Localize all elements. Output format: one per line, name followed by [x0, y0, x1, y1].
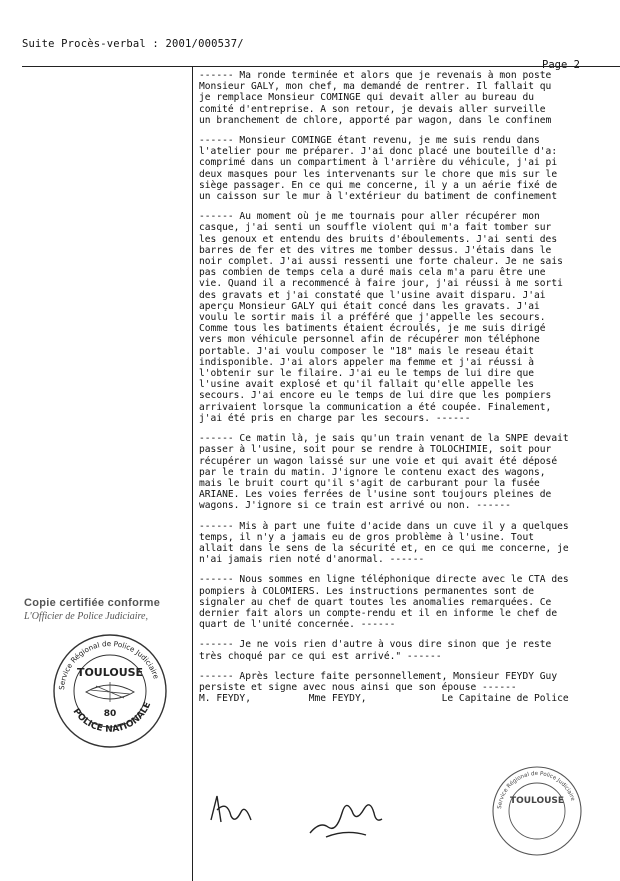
- certified-copy-stamp: [24, 597, 194, 622]
- svg-text:Service Régional de Police Jud: [57, 639, 161, 690]
- statement-paragraph: ------ Mis à part une fuite d'acide dans un cuve il y a quelques temps, il n'y a jamais eu de gros problème à l'usine. Tout allait dans le sens de la sécurité et, en ce qui me concerne, je n'ai jamais rien noté d'anormal. ------: [199, 520, 569, 566]
- seal-city: TOULOUSE: [76, 666, 144, 679]
- margin-rule: [192, 66, 193, 881]
- signature-m-feydy: [207, 790, 257, 830]
- statement-paragraph: ------ Ce matin là, je sais qu'un train venant de la SNPE devait passer à l'usine, soit pour se rendre à TOLOCHIMIE, soit pour récupérer un wagon laissé sur une voie et qui avait été déposé par le train du matin. J'ignore le contenu exact des wagons, mais le bruit court qu'il s'agit de carburant pour la fusée ARIANE. Les voies ferrées de l'usine sont toujours pleines de wagons. J'ignore si ce train est arrivé ou non. ------: [199, 433, 569, 512]
- signature-mme-feydy: [306, 793, 386, 843]
- statement-paragraph: ------ Monsieur COMINGE étant revenu, je me suis rendu dans l'atelier pour me préparer. J'ai donc placé une bouteille d'a: comprimé dans un compartiment à l'arrière du véhicule, j'ai pi deux masques pour les intervenants sur le chore que mis sur le siège passager. En ce qui me concerne, il y a un aérie fixé de un caisson sur le mur à l'extérieur du batiment de confinement: [199, 135, 558, 203]
- statement-paragraph: ------ Au moment où je me tournais pour aller récupérer mon casque, j'ai senti un souffle violent qui m'a fait tomber sur les genoux et entendu des bruits d'éboulements. J'ai senti des barres de fer et des vitres me tomber dessus. J'étais dans le noir complet. J'ai aussi ressenti une forte chaleur. Je ne sais pas combien de temps cela a duré mais cela m'a paru être une vie. Quand il a recommencé à faire jour, j'ai réussi à me sorti des gravats et j'ai constaté que l'usine avait disparu. J'ai aperçu Monsieur GALY qui était concé dans les gravats. J'ai voulu le sortir mais il a préféré que j'appelle les secours. Comme tous les batiments étaient écroulés, je me suis dirigé vers mon véhicule personnel afin de récupérer mon téléphone portable. J'ai voulu composer le "18" mais le reseau était indisponible. J'ai alors appeler ma femme et j'ai réussi à l'obtenir sur le filaire. J'ai eu le temps de lui dire que l'usine avait explosé et qu'il fallait qu'elle appelle les secours. J'ai encore eu le temps de lui dire que les pompiers arrivaient lorsque la communication a été coupée. Finalement, j'ai été pris en charge par les secours. ------: [199, 211, 563, 424]
- seal-number: 80: [103, 709, 117, 719]
- stamp-line-1: Copie certifiée conforme: [24, 597, 161, 609]
- seal-bottom-text: POLICE NATIONALE: [70, 700, 154, 735]
- police-seal: [50, 632, 170, 750]
- statement-paragraph: ------ Ma ronde terminée et alors que je revenais à mon poste Monsieur GALY, mon chef, ma demandé de rentrer. Il fallait qu je remplace Monsieur COMINGE qui devait aller au bureau du comité d'entreprise. A son retour, je devais aller surveille un branchement de chlore, apporté par wagon, dans le confinem: [199, 70, 552, 126]
- statement-paragraph: ------ Je ne vois rien d'autre à vous dire sinon que je reste très choqué par ce qui est arrivé." ------: [199, 639, 552, 662]
- header-rule: [22, 66, 620, 67]
- police-seal-right: [489, 763, 584, 858]
- seal-right-city: TOULOUSE: [509, 796, 565, 806]
- signature-names: M. FEYDY, Mme FEYDY, Le Capitaine de Police: [199, 693, 569, 705]
- page-number: Page 2: [542, 59, 580, 71]
- stamp-line-2: L'Officier de Police Judiciaire,: [24, 611, 148, 622]
- document-header: Suite Procès-verbal : 2001/000537/: [22, 38, 244, 50]
- statement-paragraph: ------ Nous sommes en ligne téléphonique directe avec le CTA des pompiers à COLOMIERS. Les instructions permanentes sont de signaler au chef de quart toutes les anomalies remarquées. Ce dernier fait alors un compte-rendu et il en informe le chef de quart de l'unité concernée. ------: [199, 574, 569, 631]
- statement-body: [199, 70, 620, 713]
- seal-top-text: Service Régional de Police Judiciaire: [57, 638, 161, 691]
- statement-paragraph: ------ Après lecture faite personnellement, Monsieur FEYDY Guy persiste et signe avec nous ainsi que son épouse ------: [199, 670, 558, 693]
- seal-right-outer-text: Service Régional de Police Judiciaire: [497, 770, 576, 810]
